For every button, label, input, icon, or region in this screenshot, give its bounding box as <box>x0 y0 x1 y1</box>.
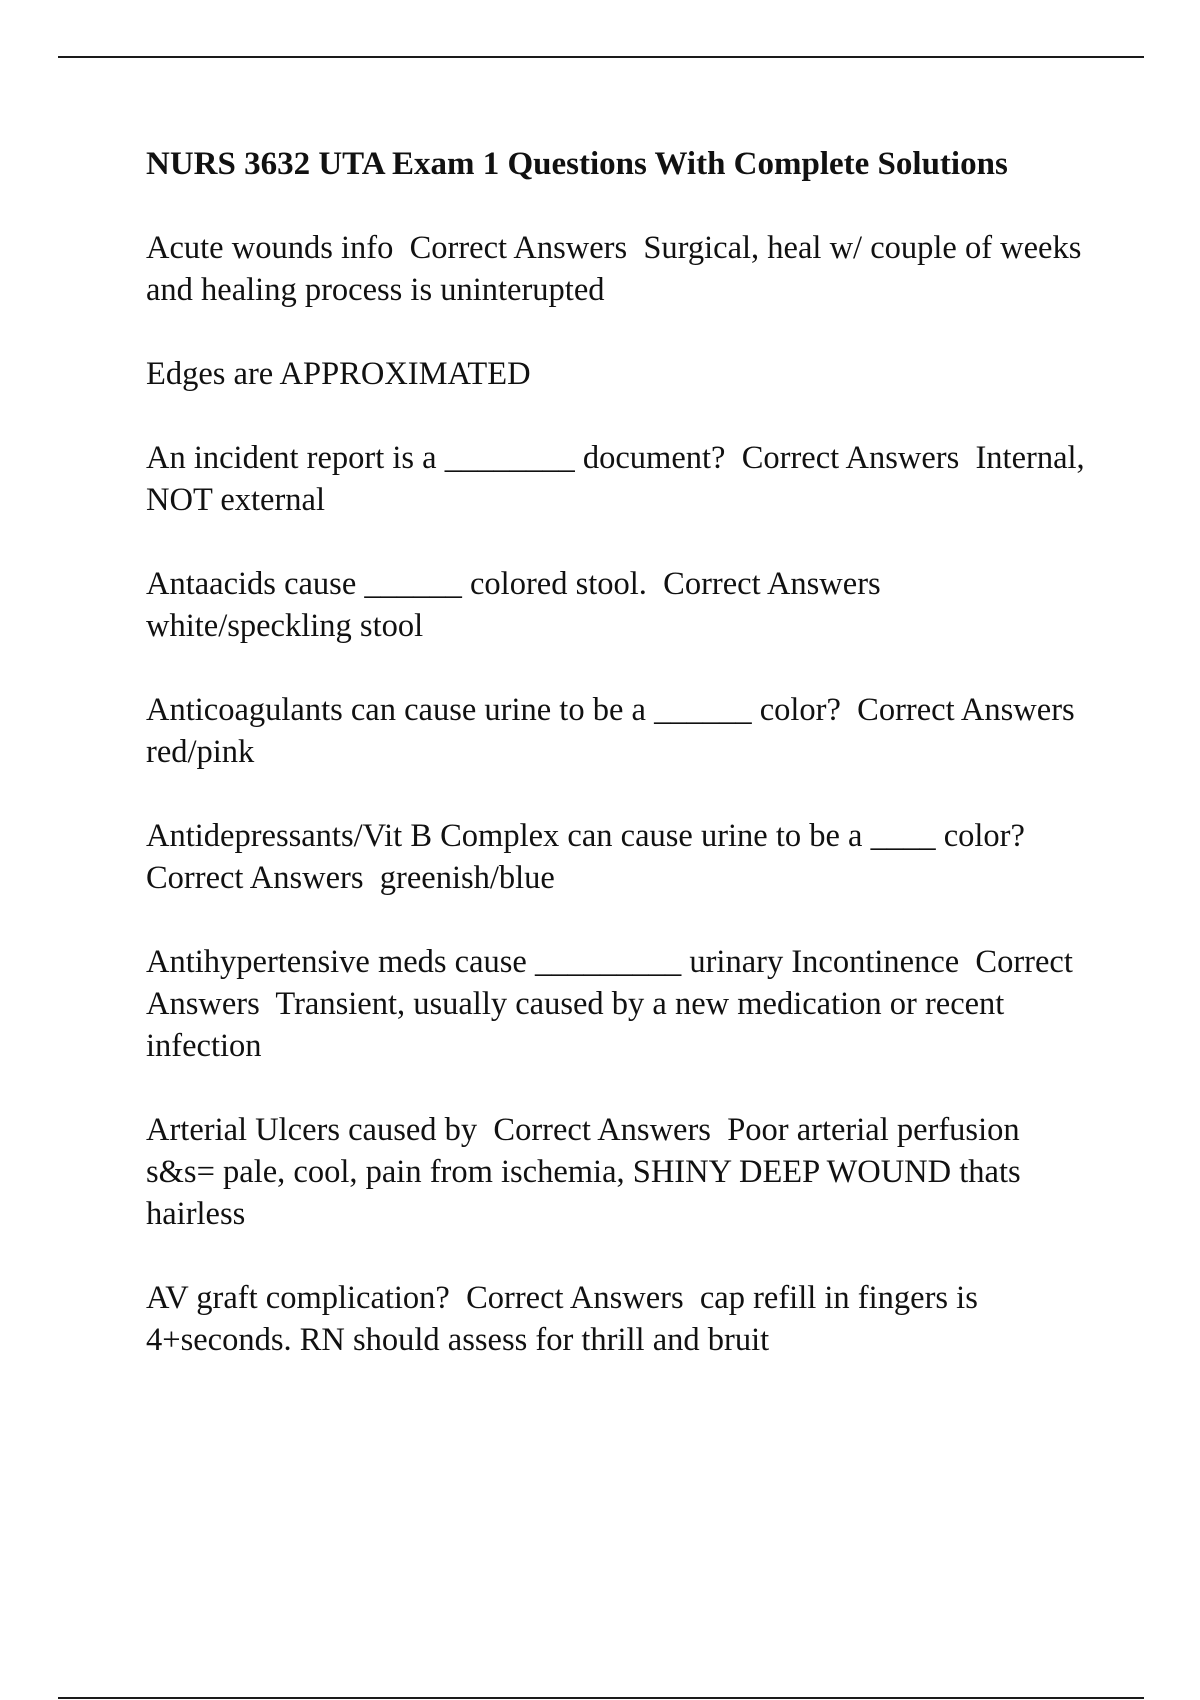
qa-text: AV graft complication? Correct Answers cap refill in fingers is 4+seconds. RN should assess for thrill and bruit <box>146 1280 986 1358</box>
qa-text: Antaacids cause ______ colored stool. Correct Answers white/speckling stool <box>146 566 897 644</box>
qa-entry <box>146 563 1096 647</box>
qa-text-continuation: s&s= pale, cool, pain from ischemia, SHINY DEEP WOUND thats hairless <box>146 1154 1029 1232</box>
qa-text: Arterial Ulcers caused by Correct Answers Poor arterial perfusion <box>146 1112 1020 1148</box>
header-rule <box>58 56 1144 58</box>
document-title: NURS 3632 UTA Exam 1 Questions With Complete Solutions <box>146 146 1008 182</box>
qa-text: Antidepressants/Vit B Complex can cause urine to be a ____ color? Correct Answers greenish/blue <box>146 818 1042 896</box>
qa-entry <box>146 353 1096 395</box>
qa-text: Antihypertensive meds cause _________ urinary Incontinence Correct Answers Transient, usually caused by a new medication or recent infection <box>146 944 1080 1064</box>
qa-entry <box>146 227 1096 311</box>
document-body <box>146 143 1096 1403</box>
qa-text: Edges are APPROXIMATED <box>146 356 531 392</box>
qa-entry <box>146 1277 1096 1361</box>
qa-entry <box>146 1109 1096 1235</box>
qa-text: Anticoagulants can cause urine to be a ______ color? Correct Answers red/pink <box>146 692 1091 770</box>
qa-text: An incident report is a ________ document? Correct Answers Internal, NOT external <box>146 440 1093 518</box>
qa-text: Acute wounds info Correct Answers Surgical, heal w/ couple of weeks and healing process is uninterupted <box>146 230 1090 308</box>
footer-rule <box>58 1697 1144 1699</box>
qa-entry <box>146 815 1096 899</box>
qa-entry <box>146 689 1096 773</box>
qa-entry <box>146 437 1096 521</box>
qa-entry <box>146 941 1096 1067</box>
